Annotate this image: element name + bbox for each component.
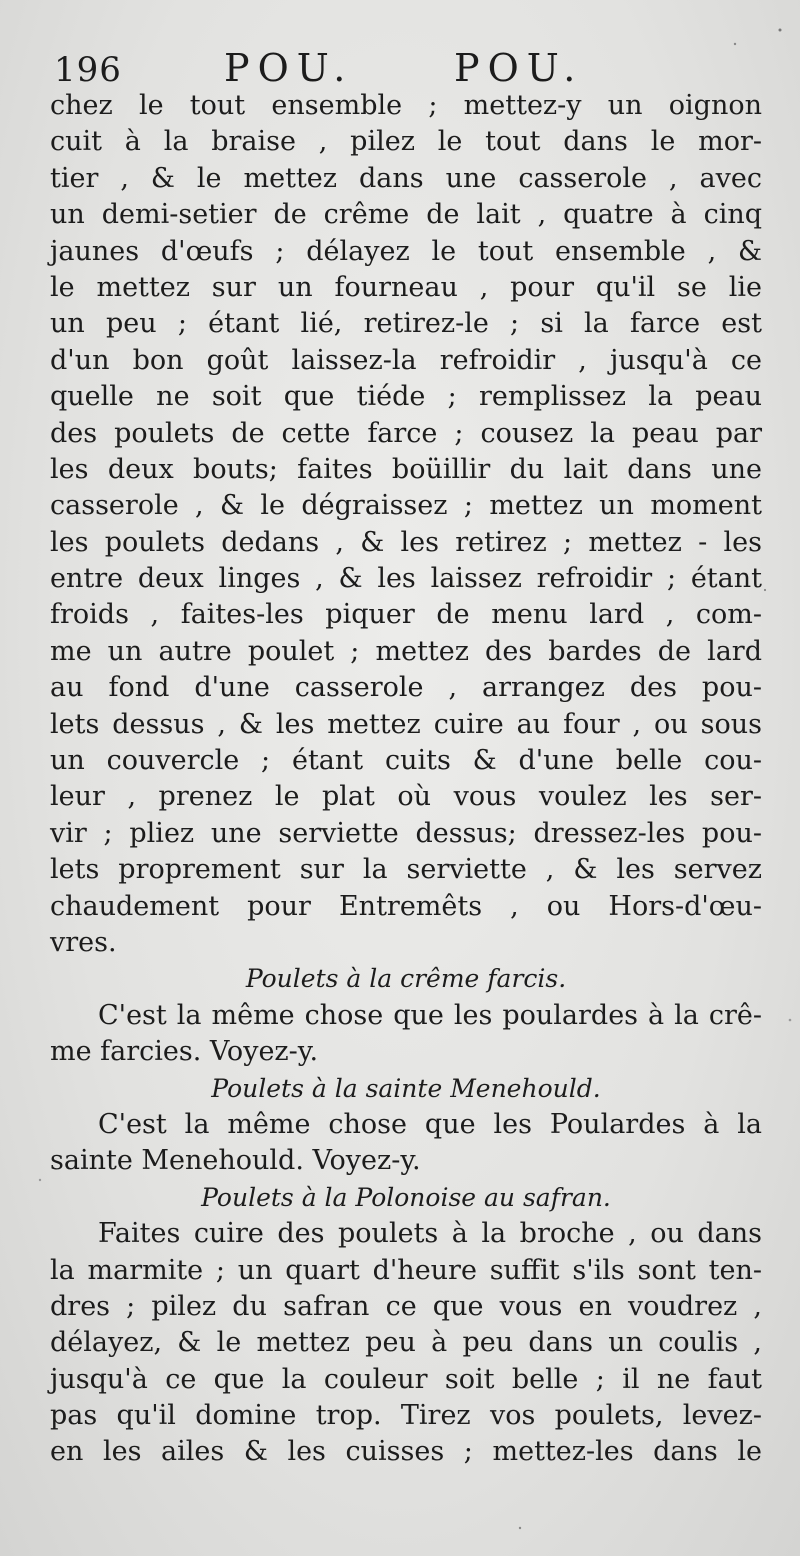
- section-body-polonoise-safran: [50, 1216, 762, 1471]
- text-line: C'est la même chose que les Poulardes à la: [98, 1108, 762, 1140]
- text-line: les poulets dedans , & les retirez ; mettez - les: [50, 526, 762, 558]
- text-line: au fond d'une casserole , arrangez des pou-: [50, 672, 762, 704]
- text-line: froids , faites-les piquer de menu lard , com-: [50, 599, 762, 631]
- text-line: le mettez sur un fourneau , pour qu'il se lie: [50, 271, 762, 303]
- page-number: 196: [54, 50, 122, 90]
- text-line: leur , prenez le plat où vous voulez les ser-: [50, 781, 762, 813]
- text-line: me un autre poulet ; mettez des bardes de lard: [50, 635, 762, 667]
- text-line: les deux bouts; faites boüillir du lait dans une: [50, 453, 762, 485]
- text-line: lets proprement sur la serviette , & les servez: [50, 854, 762, 886]
- section-heading-poulets-creme: Poulets à la crême farcis.: [245, 964, 567, 994]
- text-line: tier , & le mettez dans une casserole , avec: [50, 162, 762, 194]
- text-line: casserole , & le dégraissez ; mettez un moment: [50, 490, 762, 522]
- text-line: sainte Menehould. Voyez-y.: [50, 1145, 421, 1177]
- running-head-right: POU.: [454, 46, 584, 90]
- text-line: d'un bon goût laissez-la refroidir , jusqu'à ce: [50, 344, 762, 376]
- text-line: jaunes d'œufs ; délayez le tout ensemble , &: [50, 235, 762, 267]
- text-line: un peu ; étant lié, retirez-le ; si la farce est: [50, 308, 762, 340]
- text-line: la marmite ; un quart d'heure suffit s'ils sont ten-: [50, 1254, 762, 1286]
- text-line: me farcies. Voyez-y.: [50, 1036, 319, 1068]
- text-line: un couvercle ; étant cuits & d'une belle cou-: [50, 745, 762, 777]
- text-line: lets dessus , & les mettez cuire au four , ou sous: [50, 708, 762, 740]
- section-heading-sainte-menehould: Poulets à la sainte Menehould.: [211, 1073, 601, 1103]
- text-line: en les ailes & les cuisses ; mettez-les dans le: [50, 1436, 762, 1468]
- text-line: chez le tout ensemble ; mettez-y un oignon: [50, 90, 762, 121]
- text-line: jusqu'à ce que la couleur soit belle ; il ne faut: [50, 1363, 762, 1395]
- text-line: vir ; pliez une serviette dessus; dressez-les pou-: [50, 817, 762, 849]
- text-line: quelle ne soit que tiéde ; remplissez la peau: [50, 381, 762, 413]
- text-line: entre deux linges , & les laissez refroidir ; étant: [50, 563, 762, 595]
- text-line: Faites cuire des poulets à la broche , ou dans: [98, 1218, 762, 1250]
- text-line: cuit à la braise , pilez le tout dans le mor-: [50, 126, 762, 158]
- section-body-sainte-menehould: [50, 1107, 762, 1180]
- text-line: un demi-setier de crême de lait , quatre à cinq: [50, 199, 762, 231]
- page-body: [50, 88, 762, 1471]
- section-heading-polonoise-safran: Poulets à la Polonoise au safran.: [201, 1182, 611, 1212]
- section-body-poulets-creme: [50, 998, 762, 1071]
- text-line: délayez, & le mettez peu à peu dans un coulis ,: [50, 1327, 762, 1359]
- text-line: dres ; pilez du safran ce que vous en voudrez ,: [50, 1290, 762, 1322]
- paragraph-continuation: [50, 88, 762, 961]
- running-head-left: POU.: [224, 46, 354, 90]
- text-line: pas qu'il domine trop. Tirez vos poulets, levez-: [50, 1400, 762, 1432]
- text-line: vres.: [50, 926, 117, 958]
- text-line: des poulets de cette farce ; cousez la peau par: [50, 417, 762, 449]
- text-line: chaudement pour Entremêts , ou Hors-d'œu-: [50, 890, 762, 922]
- text-line: C'est la même chose que les poulardes à la crê-: [98, 999, 762, 1031]
